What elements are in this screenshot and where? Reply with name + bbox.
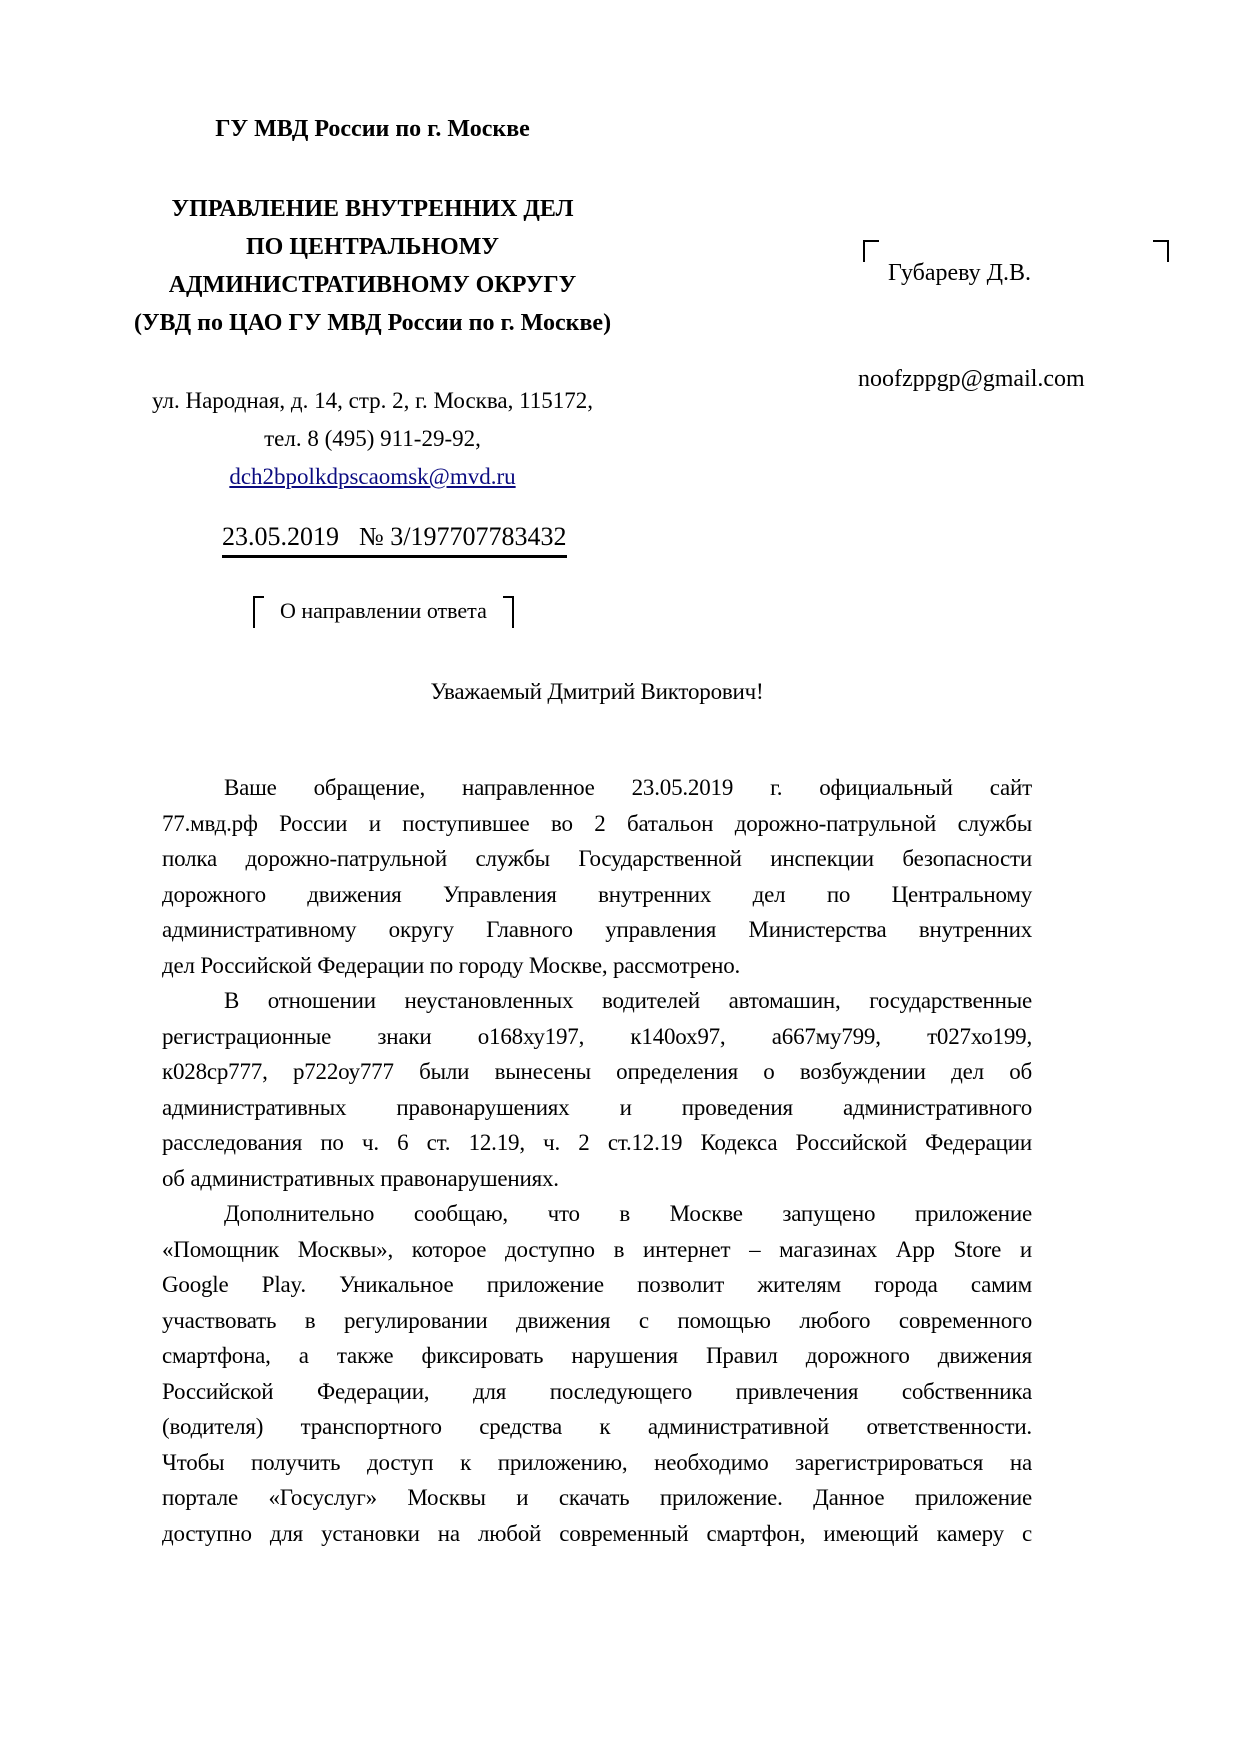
recipient-email: noofzppgp@gmail.com <box>858 366 1085 392</box>
body-line: административному округу Главного управления Министерства внутренних <box>162 917 1032 942</box>
body-line: В отношении неустановленных водителей автомашин, государственные <box>224 988 1032 1013</box>
paragraph <box>162 1196 1032 1551</box>
body-line: полка дорожно-патрульной службы Государственной инспекции безопасности <box>162 846 1032 871</box>
org-email-line <box>85 458 660 496</box>
paragraph <box>162 983 1032 1196</box>
body-line: участвовать в регулировании движения с помощью любого современного <box>162 1307 1032 1333</box>
body-line: административных правонарушениях и проведения административного <box>162 1094 1032 1120</box>
subject-line <box>253 596 514 628</box>
body-line: Ваше обращение, направленное 23.05.2019 г. официальный сайт <box>224 775 1032 800</box>
subject-text: О направлении ответа <box>280 598 487 623</box>
letter-body <box>162 676 1032 1551</box>
org-email-link[interactable]: dch2bpolkdpscaomsk@mvd.ru <box>229 464 516 489</box>
body-line: к028ср777, р722оу777 были вынесены определения о возбуждении дел об <box>162 1059 1032 1084</box>
paragraph <box>162 770 1032 983</box>
body-line: об административных правонарушениях. <box>162 1165 559 1191</box>
org-address-block <box>85 382 660 496</box>
org-name-line: ПО ЦЕНТРАЛЬНОМУ <box>246 234 499 260</box>
body-line: расследования по ч. 6 ст. 12.19, ч. 2 ст.12.19 Кодекса Российской Федерации <box>162 1130 1032 1155</box>
body-line: Чтобы получить доступ к приложению, необходимо зарегистрироваться на <box>162 1449 1032 1475</box>
letter-number: № 3/197707783432 <box>359 522 567 551</box>
body-line: регистрационные знаки о168ху197, к140ох97, а667му799, т027хо199, <box>162 1023 1032 1049</box>
recipient-name: Губареву Д.В. <box>888 260 1032 286</box>
salutation: Уважаемый Дмитрий Викторович! <box>430 679 764 704</box>
org-name-line: УПРАВЛЕНИЕ ВНУТРЕННИХ ДЕЛ <box>171 196 574 222</box>
body-line: дел Российской Федерации по городу Москве, рассмотрено. <box>162 952 741 978</box>
date-number-underline <box>222 522 567 558</box>
body-line: Дополнительно сообщаю, что в Москве запущено приложение <box>224 1201 1032 1226</box>
recipient-corner-mark-right-icon <box>1153 240 1169 262</box>
body-line: «Помощник Москвы», которое доступно в интернет – магазинах App Store и <box>162 1236 1032 1262</box>
org-phone-line: тел. 8 (495) 911-29-92, <box>264 426 481 451</box>
org-address-line: ул. Народная, д. 14, стр. 2, г. Москва, 115172, <box>152 388 593 413</box>
body-line: доступно для установки на любой современный смартфон, имеющий камеру с <box>162 1520 1032 1546</box>
corner-mark-top-right-icon <box>503 596 514 628</box>
body-line: Google Play. Уникальное приложение позволит жителям города самим <box>162 1272 1032 1297</box>
date-number-line <box>222 522 567 558</box>
corner-mark-top-left-icon <box>253 596 264 628</box>
body-line: портале «Госуслуг» Москвы и скачать приложение. Данное приложение <box>162 1485 1032 1510</box>
org-name-line: АДМИНИСТРАТИВНОМУ ОКРУГУ <box>168 272 577 298</box>
org-name-block <box>85 190 660 342</box>
body-line: дорожного движения Управления внутренних дел по Центральному <box>162 881 1032 907</box>
parent-org-title: ГУ МВД России по г. Москве <box>215 116 530 142</box>
letter-date: 23.05.2019 <box>222 522 339 551</box>
body-line: 77.мвд.рф России и поступившее во 2 батальон дорожно-патрульной службы <box>162 810 1032 836</box>
org-name-line: (УВД по ЦАО ГУ МВД России по г. Москве) <box>133 310 612 336</box>
body-line: смартфона, а также фиксировать нарушения Правил дорожного движения <box>162 1343 1032 1368</box>
body-line: (водителя) транспортного средства к административной ответственности. <box>162 1414 1032 1439</box>
body-line: Российской Федерации, для последующего привлечения собственника <box>162 1378 1032 1404</box>
recipient-corner-mark-left-icon <box>863 240 879 262</box>
